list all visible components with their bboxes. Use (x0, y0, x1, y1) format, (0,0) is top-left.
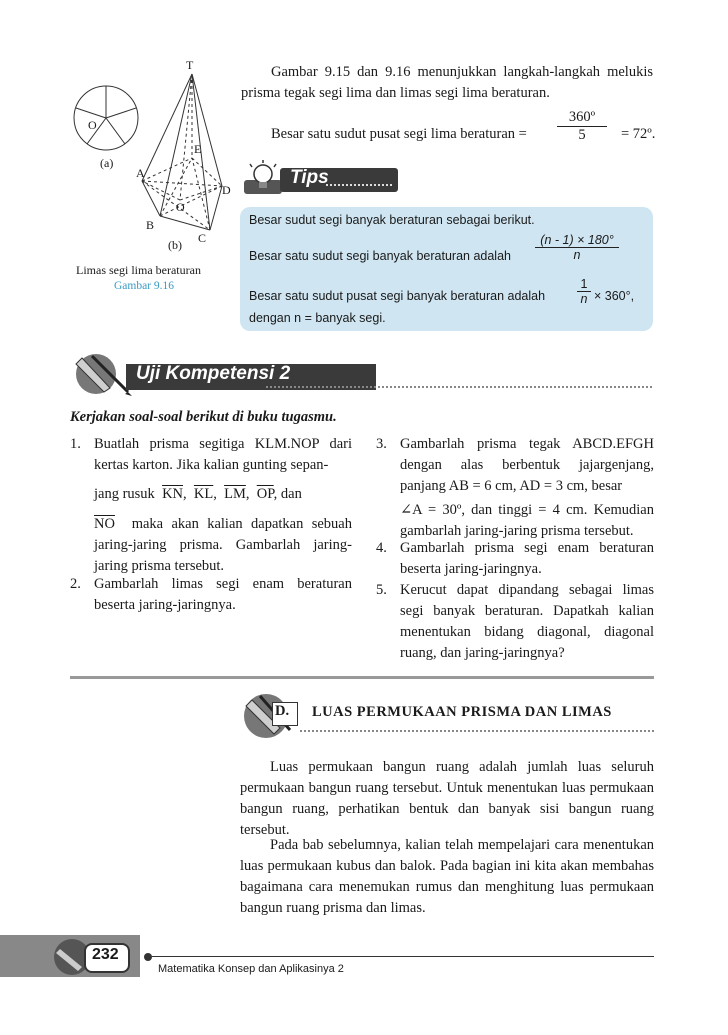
edge-lm: $\overline{LM}$ (224, 486, 246, 502)
vertex-E: E (194, 142, 202, 156)
question-3-number: 3. (376, 436, 387, 452)
tips-title-dots (326, 184, 392, 186)
angle-fraction (557, 109, 607, 144)
tips-line-2: Besar satu sudut segi banyak beraturan adalah (249, 249, 511, 263)
question-4 (376, 538, 654, 582)
section-d-paragraph-2: Pada bab sebelumnya, kalian telah mempelajari cara menentukan luas permukaan kubus dan balok. Pada bagian ini kita akan membahas bagaimana cara menemukan rumus dan menghitung luas permukaan bangun ruang prisma dan limas. (240, 837, 654, 916)
uji-title: Uji Kompetensi 2 (136, 363, 291, 384)
footer-rule (152, 956, 654, 957)
intro-paragraph: Gambar 9.15 dan 9.16 menunjukkan langkah-langkah melukis prisma tegak segi lima dan limas segi lima beraturan. (241, 64, 653, 101)
page-number: 232 (92, 946, 119, 963)
section-d-header (240, 690, 654, 740)
question-4-number: 4. (376, 540, 387, 556)
angle-denominator: 5 (578, 127, 586, 143)
question-1-rest: maka akan kalian dapatkan sebuah jaring-jaring prisma. Gambarlah jaring-jaring prisma tersebut. (94, 516, 352, 574)
uji-instruction: Kerjakan soal-soal berikut di buku tugasmu. (70, 409, 337, 425)
uji-kompetensi-header (70, 350, 654, 396)
question-3 (376, 434, 654, 539)
label-a: (a) (100, 156, 114, 170)
question-2-number: 2. (70, 576, 81, 592)
question-3-text-a: Gambarlah prisma tegak ABCD.EFGH dengan alas berbentuk jajargenjang, panjang AB = 6 cm, AD = 3 cm, besar (400, 436, 654, 494)
edge-kn: $\overline{KN}$ (162, 486, 184, 502)
section-d-title: LUAS PERMUKAAN PRISMA DAN LIMAS (312, 704, 612, 720)
uji-bottom-rule (70, 676, 654, 679)
vertex-O-pyramid: O (176, 200, 185, 214)
figure-caption: Limas segi lima beraturan (76, 263, 201, 277)
tips-fraction-2 (577, 277, 591, 306)
footer-book-title: Matematika Konsep dan Aplikasinya 2 (158, 963, 344, 975)
tips-line-1: Besar sudut segi banyak beraturan sebagai berikut. (249, 213, 535, 227)
question-1-number: 1. (70, 436, 81, 452)
tips-fraction-1 (535, 233, 619, 262)
tips-box (240, 207, 653, 331)
vertex-A: A (136, 166, 145, 180)
question-4-text: Gambarlah prisma segi enam beraturan beserta jaring-jaringnya. (400, 540, 654, 577)
figure-9-16 (70, 58, 240, 303)
footer-bullet (144, 953, 152, 961)
tips-fraction-1-num: (n - 1) × 180° (535, 233, 619, 248)
question-1-text-c (94, 514, 352, 577)
section-d-dotted-rule (300, 730, 654, 732)
question-1-text-b: jang rusuk $\overline{KN}$, $\overline{KL}$, $\overline{LM}$, $\overline{OP}$, dan (94, 486, 302, 502)
tips-fraction-2-den: n (580, 292, 588, 306)
question-1-dan: , dan (273, 486, 302, 502)
question-1 (70, 434, 352, 572)
edge-op: $\overline{OP}$ (256, 486, 274, 502)
tips-fraction-1-den: n (573, 248, 581, 262)
question-5 (376, 580, 654, 666)
tips-line-4: dengan n = banyak segi. (249, 311, 386, 325)
question-5-number: 5. (376, 582, 387, 598)
question-1-rusuk: jang rusuk (94, 486, 155, 502)
angle-result: = 72º. (621, 126, 656, 142)
edge-no: $\overline{NO}$ (94, 516, 115, 532)
question-2 (70, 574, 352, 618)
tips-line-3: Besar satu sudut pusat segi banyak beraturan adalah (249, 289, 546, 303)
footer (0, 935, 728, 985)
vertex-C: C (198, 231, 207, 245)
question-3-text-b: ∠A = 30º, dan tinggi = 4 cm. Kemudian gambarlah jaring-jaring prisma tersebut. (400, 502, 654, 539)
edge-kl: $\overline{KL}$ (193, 486, 214, 502)
tips-fraction-2-num: 1 (577, 277, 591, 292)
section-d-paragraph-1: Luas permukaan bangun ruang adalah jumlah luas seluruh permukaan bangun ruang tersebut. Untuk menentukan luas permukaan bangun ruang, perhatikan bentuk dan banyak sisi bangun ruang tersebut. (240, 759, 654, 838)
question-5-text: Kerucut dapat dipandang sebagai limas segi banyak beraturan. Dapatkah kalian menentukan bidang diagonal, diagonal ruang, dan jaring-jaringnya? (400, 582, 654, 661)
angle-formula (271, 106, 661, 152)
label-b: (b) (168, 238, 182, 252)
angle-prefix: Besar satu sudut pusat segi lima beraturan = (271, 126, 527, 142)
vertex-T: T (186, 58, 194, 72)
uji-dotted-rule (266, 386, 652, 388)
section-d-letter: D. (275, 703, 290, 719)
vertex-B: B (146, 218, 155, 232)
tips-header (240, 158, 400, 198)
question-2-text: Gambarlah limas segi enam beraturan beserta jaring-jaringnya. (94, 576, 352, 613)
question-1-text-a: Buatlah prisma segitiga KLM.NOP dari kertas karton. Jika kalian gunting sepan- (94, 436, 352, 473)
vertex-D: D (222, 183, 231, 197)
vertex-O-circle: O (88, 118, 97, 132)
tips-title: Tips (290, 167, 329, 188)
tips-line-3-suffix: × 360°, (594, 289, 635, 303)
figure-number: Gambar 9.16 (114, 280, 175, 292)
angle-numerator: 360º (557, 109, 607, 127)
